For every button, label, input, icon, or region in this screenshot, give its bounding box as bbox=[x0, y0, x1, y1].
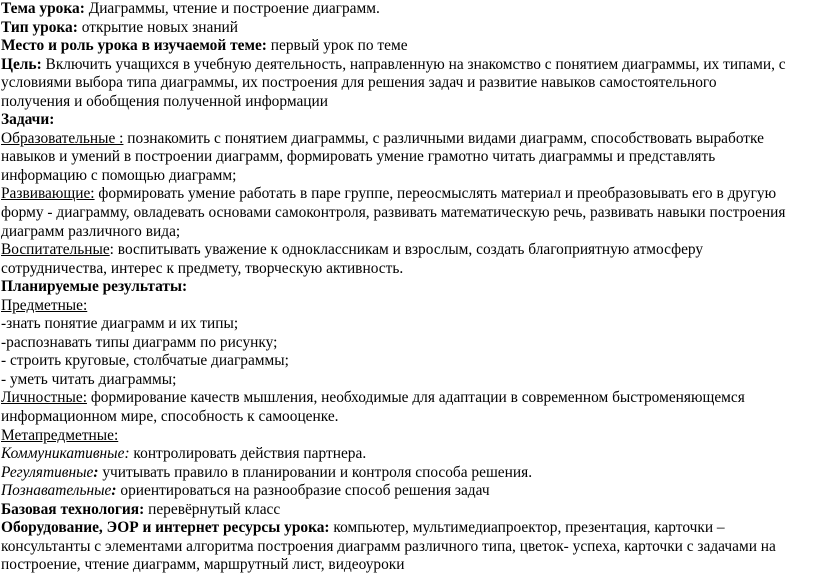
educational-task-line bbox=[1, 130, 812, 149]
lesson-type-label: Тип урока: bbox=[1, 18, 78, 36]
educational-text: информацию с помощью диаграмм; bbox=[1, 166, 237, 184]
theme-label: Тема урока: bbox=[1, 0, 85, 17]
equipment-line bbox=[1, 519, 812, 538]
technology-label: Базовая технология: bbox=[1, 500, 145, 518]
tasks-heading: Задачи: bbox=[1, 111, 55, 129]
lesson-type-line bbox=[1, 19, 812, 38]
personal-results-line bbox=[1, 408, 812, 427]
meta-results-label: Метапредметные: bbox=[1, 426, 119, 444]
goal-text: условиями выбора типа диаграммы, их построения для решения задач и развитие навыков самостоятельного bbox=[1, 74, 717, 92]
cognitive-line bbox=[1, 482, 812, 501]
subject-result-item: -распознавать типы диаграмм по рисунку; bbox=[1, 333, 278, 351]
developing-text: форму - диаграмму, овладевать основами самоконтроля, развивать математическую речь, развивать навыки построения bbox=[1, 204, 786, 222]
cognitive-colon: : bbox=[111, 482, 117, 500]
upbringing-text: : воспитывать уважение к одноклассникам и взрослым, создать благоприятную атмосферу bbox=[109, 241, 704, 259]
communicative-text: контролировать действия партнера. bbox=[129, 445, 367, 463]
upbringing-text: сотрудничества, интерес к предмету, творческую активность. bbox=[1, 259, 404, 277]
goal-line bbox=[1, 56, 812, 75]
subject-result-item: - уметь читать диаграммы; bbox=[1, 370, 177, 388]
equipment-label: Оборудование, ЭОР и интернет ресурсы урока: bbox=[1, 519, 330, 537]
equipment-text: консультанты с элементами алгоритма построения диаграмм различного типа, цветок- успеха, карточки с задачами на bbox=[1, 537, 776, 555]
goal-line bbox=[1, 74, 812, 93]
educational-text: познакомить с понятием диаграммы, с различными видами диаграмм, способствовать выработке bbox=[123, 129, 764, 147]
regulatory-colon: : bbox=[93, 463, 99, 481]
equipment-line bbox=[1, 556, 812, 575]
personal-label: Личностные: bbox=[1, 389, 87, 407]
equipment-text: построение, чтение диаграмм, маршрутный лист, видеоуроки bbox=[1, 556, 405, 574]
equipment-text: компьютер, мультимедиапроектор, презентация, карточки – bbox=[329, 519, 725, 537]
upbringing-task-line bbox=[1, 241, 812, 260]
developing-text: диаграмм различного вида; bbox=[1, 222, 181, 240]
developing-task-line bbox=[1, 185, 812, 204]
personal-results-line bbox=[1, 389, 812, 408]
developing-task-line bbox=[1, 204, 812, 223]
goal-label: Цель: bbox=[1, 55, 42, 73]
developing-text: формировать умение работать в паре группе, переосмыслять материал и преобразовывать его в другую bbox=[94, 185, 777, 203]
goal-line bbox=[1, 93, 812, 112]
educational-label: Образовательные : bbox=[1, 129, 124, 147]
theme-line bbox=[1, 0, 812, 19]
place-line bbox=[1, 37, 812, 56]
regulatory-label: Регулятивные bbox=[1, 463, 94, 481]
goal-text: получения и обобщения полученной информации bbox=[1, 92, 328, 110]
goal-text: Включить учащихся в учебную деятельность, направленную на знакомство с понятием диаграммы, их типами, с bbox=[41, 55, 786, 73]
regulatory-line bbox=[1, 464, 812, 483]
place-value: первый урок по теме bbox=[266, 37, 408, 55]
subject-results-label: Предметные: bbox=[1, 296, 88, 314]
theme-value: Диаграммы, чтение и построение диаграмм. bbox=[84, 0, 380, 17]
personal-text: формирование качеств мышления, необходимые для адаптации в современном быстроменяющемся bbox=[86, 389, 745, 407]
lesson-type-value: открытие новых знаний bbox=[77, 18, 239, 36]
technology-line bbox=[1, 501, 812, 520]
developing-task-line bbox=[1, 223, 812, 242]
developing-label: Развивающие: bbox=[1, 185, 95, 203]
communicative-label: Коммуникативные: bbox=[1, 445, 130, 463]
equipment-line bbox=[1, 538, 812, 557]
subject-result-item: - строить круговые, столбчатые диаграммы; bbox=[1, 352, 289, 370]
educational-task-line bbox=[1, 167, 812, 186]
results-heading: Планируемые результаты: bbox=[1, 278, 188, 296]
place-label: Место и роль урока в изучаемой теме: bbox=[1, 37, 267, 55]
subject-result-item: -знать понятие диаграмм и их типы; bbox=[1, 315, 239, 333]
educational-text: навыков и умений в построении диаграмм, формировать умение грамотно читать диаграммы и представлять bbox=[1, 148, 716, 166]
communicative-line bbox=[1, 445, 812, 464]
cognitive-label: Познавательные bbox=[1, 482, 112, 500]
regulatory-text: учитывать правило в планировании и контроля способа решения. bbox=[98, 463, 533, 481]
technology-value: перевёрнутый класс bbox=[144, 500, 281, 518]
educational-task-line bbox=[1, 148, 812, 167]
upbringing-task-line bbox=[1, 260, 812, 279]
upbringing-label: Воспитательные bbox=[1, 241, 110, 259]
personal-text: информационном мире, способность к самооценке. bbox=[1, 408, 339, 426]
cognitive-text: ориентироваться на разнообразие способ решения задач bbox=[116, 482, 490, 500]
